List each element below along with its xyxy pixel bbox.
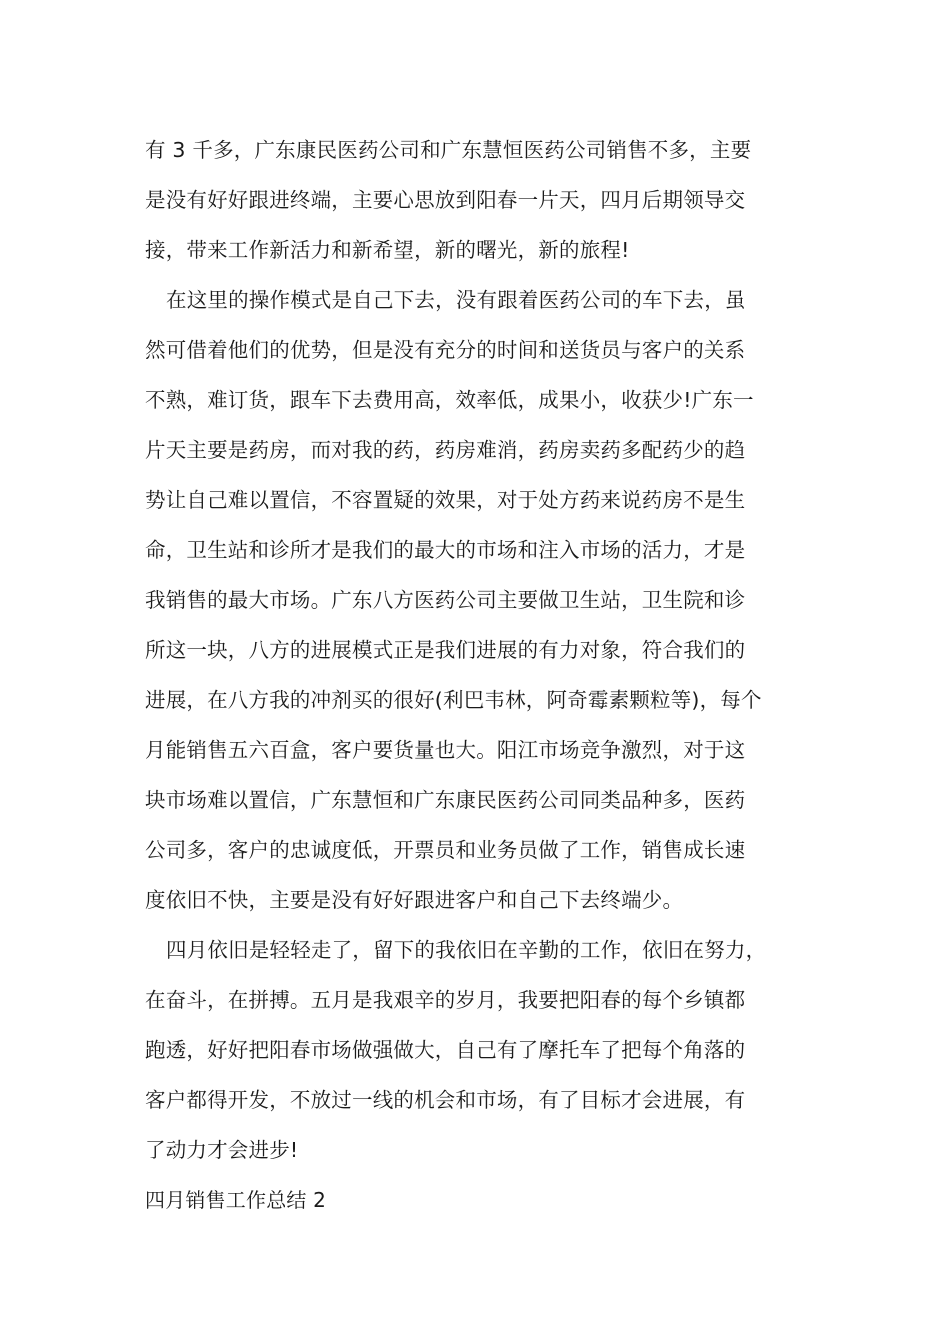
text-line: 片天主要是药房，而对我的药，药房难消，药房卖药多配药少的趋 <box>145 438 746 462</box>
text-line: 跑透，好好把阳春市场做强做大，自己有了摩托车了把每个角落的 <box>145 1038 746 1062</box>
text-line: 然可借着他们的优势，但是没有充分的时间和送货员与客户的关系 <box>145 338 746 362</box>
text-line: 命，卫生站和诊所才是我们的最大的市场和注入市场的活力，才是 <box>145 538 746 562</box>
text-line: 所这一块，八方的进展模式正是我们进展的有力对象，符合我们的 <box>145 638 746 662</box>
paragraph-first-line: 在这里的操作模式是自己下去，没有跟着医药公司的车下去，虽 <box>166 288 746 312</box>
section-heading: 四月销售工作总结 2 <box>145 1188 327 1212</box>
text-line: 客户都得开发，不放过一线的机会和市场，有了目标才会进展，有 <box>145 1088 746 1112</box>
text-line: 是没有好好跟进终端，主要心思放到阳春一片天，四月后期领导交 <box>145 188 746 212</box>
text-line: 我销售的最大市场。广东八方医药公司主要做卫生站，卫生院和诊 <box>145 588 746 612</box>
text-line: 进展，在八方我的冲剂买的很好(利巴韦林，阿奇霉素颗粒等)，每个 <box>145 688 762 712</box>
text-line: 接，带来工作新活力和新希望，新的曙光，新的旅程! <box>145 238 630 262</box>
text-line: 势让自己难以置信，不容置疑的效果，对于处方药来说药房不是生 <box>145 488 746 512</box>
text-line: 月能销售五六百盒，客户要货量也大。阳江市场竞争激烈，对于这 <box>145 738 746 762</box>
text-line: 度依旧不快，主要是没有好好跟进客户和自己下去终端少。 <box>145 888 684 912</box>
text-line: 在奋斗，在拼搏。五月是我艰辛的岁月，我要把阳春的每个乡镇都 <box>145 988 746 1012</box>
text-line: 不熟，难订货，跟车下去费用高，效率低，成果小，收获少!广东一 <box>145 388 754 412</box>
text-line: 有 3 千多，广东康民医药公司和广东慧恒医药公司销售不多，主要 <box>145 138 752 162</box>
paragraph-first-line: 四月依旧是轻轻走了，留下的我依旧在辛勤的工作，依旧在努力， <box>166 938 767 962</box>
text-line: 了动力才会进步! <box>145 1138 299 1162</box>
text-line: 公司多，客户的忠诚度低，开票员和业务员做了工作，销售成长速 <box>145 838 746 862</box>
text-line: 块市场难以置信，广东慧恒和广东康民医药公司同类品种多，医药 <box>145 788 746 812</box>
